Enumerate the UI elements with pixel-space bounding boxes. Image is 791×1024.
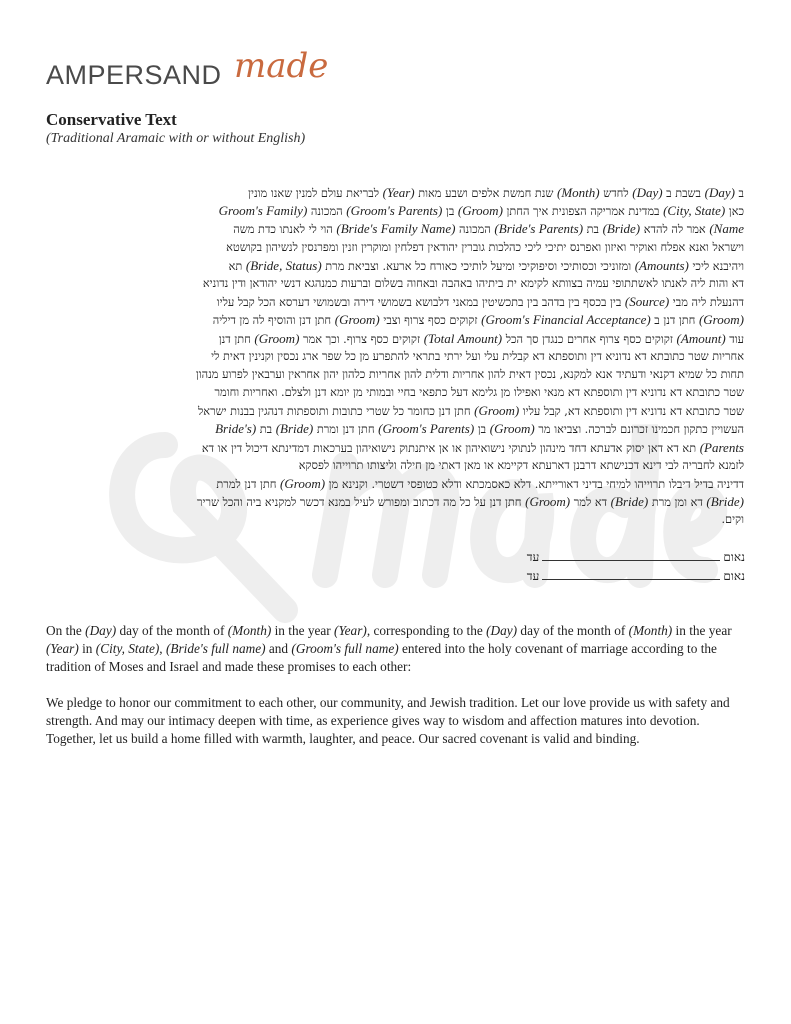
text-segment: וקים. — [721, 513, 744, 527]
placeholder-field: (City, State) — [95, 640, 160, 656]
placeholder-field: (Groom) — [489, 421, 535, 437]
text-segment: לבריאת עולם למנין שאנו מונין — [248, 187, 383, 200]
text-segment: שטר כתובתא דא נדוניא דין ותוספתא דא, קבל עליו — [519, 405, 744, 419]
placeholder-field: (Groom's Parents) — [378, 421, 475, 437]
placeholder-field: (Bride's full name) — [165, 640, 266, 656]
aramaic-ketubah-text — [46, 184, 744, 530]
text-segment: תא דא דאן יסוק אדעתא דחד מינהון לנתוקי נישואיהון או אן איתנתוק נישואיהון בערכאות דמדינתא דיכול דין או דא — [201, 441, 700, 455]
aramaic-line — [46, 475, 744, 493]
aramaic-line — [46, 493, 744, 511]
text-segment: זקוקים כסף צרוף וצבי — [379, 314, 482, 328]
witness-suffix: עד — [526, 550, 540, 564]
logo-script: made — [234, 46, 329, 86]
text-segment: וישראל ואנא אפלח ואוקיר ואיזון ואפרנס יתיכי ליכי כהלכות גוברין יהודאין דפלחין ומוקרין וזנין ומפרנסין לנשיהון בקושטא — [226, 240, 744, 254]
aramaic-line — [46, 457, 744, 475]
placeholder-field: Parents) — [699, 439, 744, 455]
signature-label: נאום — [723, 569, 745, 583]
text-segment: דדיניה בדיל דיבלו תרוייהו למיחי בדיני דאורייתא. דלא כאסמכתא ודלא כטופסי דשטרי. וקנינא מן — [325, 478, 744, 491]
logo-wordmark: AMPERSAND — [46, 60, 222, 90]
text-segment: המכונה — [307, 205, 347, 219]
placeholder-field: (Groom) — [457, 203, 503, 219]
text-segment: לזמנא לחבריה לבי דינא דכנישתא דרבנן דארעתא דקיימא או מאן דאתי מן חילה וליצותו תרוייהו לפסקא — [298, 458, 744, 472]
aramaic-line — [46, 239, 744, 257]
text-segment: דא והות ליה לאנתו לאשתתופי עמיה בצוותא לקימא ית ביתיהו באהבה ובאחוה בשלום וברעות כמנהגא דנשי יהודאן ודין נדוניא — [202, 276, 744, 290]
aramaic-line — [46, 348, 744, 366]
placeholder-field: (Bride) — [706, 494, 744, 510]
placeholder-field: (Day) — [486, 623, 518, 638]
aramaic-line — [46, 311, 744, 329]
text-segment: חתן דנן והוסיף לה מן דיליה — [212, 314, 335, 328]
text-segment: in — [78, 640, 96, 656]
text-segment: זקוקים כסף צרוף. וכך אמר — [299, 332, 424, 346]
placeholder-field: (Bride) — [610, 494, 649, 510]
text-segment: day of the month of — [517, 623, 629, 638]
aramaic-line — [46, 384, 744, 402]
placeholder-field: (Groom's Financial Acceptance) — [481, 312, 651, 328]
aramaic-line — [46, 439, 744, 457]
text-segment: חתן דנן למרת — [216, 478, 281, 491]
text-segment: תא — [228, 259, 246, 273]
signature-blank — [542, 549, 720, 561]
placeholder-field: (Amounts) — [634, 257, 689, 273]
aramaic-line — [46, 202, 744, 220]
placeholder-field: (Groom) — [474, 403, 520, 419]
page-subtitle: (Traditional Aramaic with or without English) — [46, 131, 306, 146]
placeholder-field: (Day) — [704, 185, 735, 200]
placeholder-field: (Groom) — [280, 476, 326, 491]
text-segment: דהנעלת ליה מבי — [669, 296, 744, 310]
aramaic-line — [46, 402, 744, 420]
text-segment: בת — [583, 223, 603, 237]
placeholder-field: (Month) — [227, 623, 272, 638]
aramaic-line — [46, 511, 744, 529]
placeholder-field: (Year) — [382, 185, 415, 200]
text-segment: חתן דנן ב — [650, 314, 699, 328]
signature-label: נאום — [723, 550, 745, 564]
text-segment: חתן דנן ומרת — [313, 423, 379, 437]
text-segment: המכונה — [455, 223, 495, 237]
text-segment: בשבת ב — [662, 187, 705, 200]
text-segment: הוי לי לאנתו כדת משה — [233, 223, 337, 237]
text-segment: חתן דנן על כל מה דכתוב ומפורש לעיל במנא דכשר למקניא ביה והכל שריר — [196, 496, 526, 510]
witness-suffix: עד — [526, 569, 540, 583]
text-segment: חתן דנן — [218, 332, 255, 346]
placeholder-field: (Groom's full name) — [291, 640, 399, 656]
text-segment: אמר לה להדא — [640, 223, 710, 237]
placeholder-field: (Bride's Parents) — [494, 221, 584, 237]
text-segment: ויהיבנא ליכי — [688, 259, 744, 273]
placeholder-field: (Bride) — [275, 421, 314, 437]
text-segment: עוד — [725, 332, 744, 346]
text-segment: בן — [474, 423, 490, 437]
english-vows-paragraph — [46, 694, 736, 747]
text-segment: העשויין כתקון חכמינו זכרונם לברכה. וצביאו מר — [534, 423, 744, 437]
placeholder-field: (Bride) — [602, 221, 641, 237]
text-segment: in the year — [672, 623, 732, 638]
placeholder-field: (Month) — [557, 185, 600, 200]
text-segment: בן — [442, 205, 458, 219]
placeholder-field: (Groom's Family — [218, 203, 308, 219]
text-segment: ומזוניכי וכסותיכי וסיפוקיכי ומיעל לותיכי כאורח כל ארעא. וצביאת מרת — [321, 259, 635, 273]
aramaic-line — [46, 220, 744, 238]
text-segment: , corresponding to the — [366, 623, 487, 638]
aramaic-line — [46, 420, 744, 438]
text-segment: On the — [46, 623, 86, 638]
placeholder-field: (Year) — [46, 640, 79, 656]
text-segment: day of the month of — [116, 623, 228, 638]
placeholder-field: (Groom) — [334, 312, 380, 328]
text-segment: ב — [734, 187, 744, 200]
placeholder-field: (Day) — [632, 185, 663, 200]
text-segment: תחות כל שמיא דקנאי ודעתיד אנא למקנא, נכסין דאית להון אחריות ודלית להון אחריות כלהון יהון אחראין וערבאין לפרוע מנהון — [195, 367, 744, 381]
witness-signature-line-2 — [520, 568, 745, 584]
placeholder-field: (Total Amount) — [423, 330, 503, 346]
text-segment: שנת חמשת אלפים ושבע מאות — [414, 187, 557, 200]
text-segment: שטר כתובתא דא נדוניא דין ותוספתא דא מנאי ואפילו מן גלימא דעל כתפאי בחיי ובמותי מן יומא דנן ולצלם. ואחריות וחומר — [214, 386, 744, 400]
text-segment: לחדש — [599, 187, 633, 200]
placeholder-field: (Bride, Status) — [245, 257, 322, 273]
witness-signature-line-1 — [520, 549, 745, 565]
placeholder-field: (Source) — [624, 294, 670, 310]
placeholder-field: (Bride's Family Name) — [336, 221, 456, 237]
text-segment: בת — [256, 423, 276, 437]
page-title: Conservative Text — [46, 110, 177, 129]
text-segment: אחריות שטר כתובתא דא נדוניא דין ותוספתא דא קבלית עלי ועל ירתי בתראי להתפרע מן כל שפר ארג נכסין וקנינין דאית לי — [211, 349, 744, 363]
text-segment: We pledge to honor our commitment to each other, our community, and Jewish tradition. Let our love provide us with safety and strength. And may our intimacy deepen with time, as experience gives way to wisdom and affection matures into devotion. Together, let us build a home filled with warmth, laughter, and peace. Our sacred covenant is valid and binding. — [46, 695, 730, 746]
placeholder-field: (Day) — [85, 623, 117, 638]
placeholder-field: Name) — [709, 221, 744, 237]
text-segment: במדינת אמריקה הצפונית איך החתן — [502, 205, 664, 219]
aramaic-line — [46, 293, 744, 311]
placeholder-field: (Amount) — [676, 330, 726, 346]
aramaic-line — [46, 184, 744, 202]
text-segment: דא ומן מרת — [648, 496, 707, 510]
aramaic-line — [46, 275, 744, 293]
placeholder-field: (City, State) — [663, 203, 726, 219]
text-segment: זקוקים כסף צרוף אחרים כנגדן סך הכל — [502, 332, 677, 346]
text-segment: entered into the holy covenant of marriage according to the tradition of Moses and Israel and made these promises to each other: — [46, 640, 717, 674]
aramaic-line — [46, 366, 744, 384]
text-segment: in the year — [271, 623, 335, 638]
text-segment: and — [265, 640, 292, 656]
aramaic-line — [46, 330, 744, 348]
english-intro-paragraph — [46, 622, 736, 675]
text-segment: כאן — [725, 205, 744, 219]
placeholder-field: (Groom's Parents) — [346, 203, 443, 219]
text-segment: חתן דנן כחומר כל שטרי כתובות ותוספתות דנהגין בבנות ישראל — [198, 405, 475, 419]
placeholder-field: (Groom) — [698, 312, 744, 328]
placeholder-field: (Groom) — [525, 494, 571, 510]
placeholder-field: (Bride's — [215, 421, 257, 437]
aramaic-line — [46, 257, 744, 275]
placeholder-field: (Year) — [334, 623, 367, 638]
placeholder-field: (Month) — [628, 623, 673, 638]
text-segment: , — [159, 640, 166, 656]
text-segment: דא למר — [570, 496, 611, 510]
signature-blank — [542, 568, 720, 580]
text-segment: בין בכסף בין בדהב בין בתכשיטין במאני דלבושא בשמושי דירה ובשמושי דערסא הכל קבל עליו — [216, 296, 625, 310]
placeholder-field: (Groom) — [254, 330, 300, 346]
